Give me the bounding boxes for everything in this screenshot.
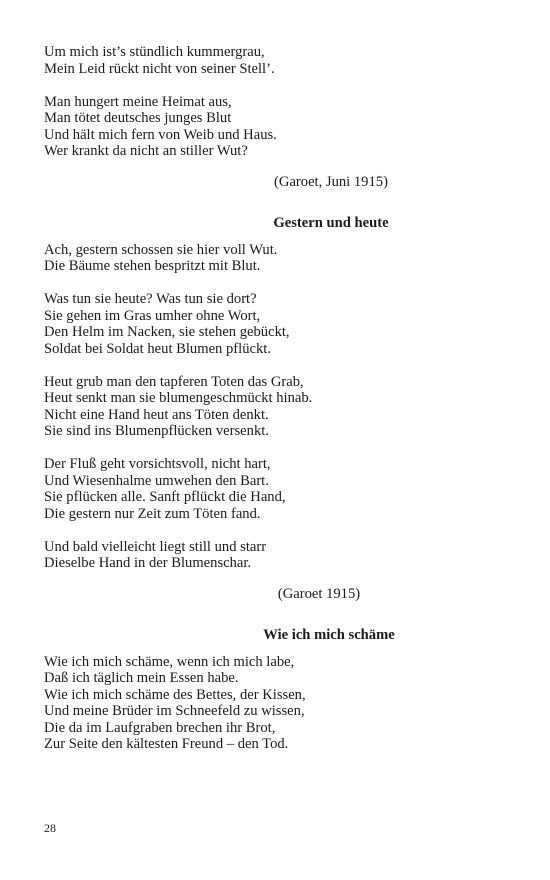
poem1-stanza-1 bbox=[44, 44, 504, 77]
poem2-stanza-5 bbox=[44, 539, 504, 572]
verse-line: Um mich ist’s stündlich kummergrau, bbox=[44, 44, 265, 60]
verse-line: Die Bäume stehen bespritzt mit Blut. bbox=[44, 258, 261, 274]
verse-line: Sie pflücken alle. Sanft pflückt die Hand, bbox=[44, 489, 286, 505]
poem3-stanza-1 bbox=[44, 654, 504, 753]
verse-line: Sie gehen im Gras umher ohne Wort, bbox=[44, 307, 261, 324]
verse-line: Und bald vielleicht liegt still und starr bbox=[44, 538, 267, 555]
verse-line: Die gestern nur Zeit zum Töten fand. bbox=[44, 505, 261, 522]
poem2-stanza-1 bbox=[44, 242, 504, 275]
page-number: 28 bbox=[44, 821, 56, 835]
verse-line: Soldat bei Soldat heut Blumen pflückt. bbox=[44, 340, 271, 357]
poem1-dateline: (Garoet, Juni 1915) bbox=[274, 173, 388, 190]
poem2-stanza-3 bbox=[44, 374, 504, 440]
verse-line: Sie sind ins Blumenpflücken versenkt. bbox=[44, 423, 269, 439]
verse-line: Man tötet deutsches junges Blut bbox=[44, 110, 232, 126]
verse-line: Der Fluß geht vorsichtsvoll, nicht hart, bbox=[44, 456, 271, 472]
verse-line: Wie ich mich schäme des Bettes, der Kissen, bbox=[44, 686, 306, 703]
poem2-dateline: (Garoet 1915) bbox=[277, 585, 361, 602]
verse-line: Ach, gestern schossen sie hier voll Wut. bbox=[44, 241, 278, 258]
verse-line: Mein Leid rückt nicht von seiner Stell’. bbox=[44, 60, 275, 77]
verse-line: Und Wiesenhalme umwehen den Bart. bbox=[44, 472, 269, 489]
poem2-stanza-2 bbox=[44, 291, 504, 357]
poem3-title: Wie ich mich schäme bbox=[263, 627, 395, 643]
verse-line: Man hungert meine Heimat aus, bbox=[44, 93, 232, 110]
poem2-stanza-4 bbox=[44, 456, 504, 522]
verse-line: Und hält mich fern von Weib und Haus. bbox=[44, 126, 277, 143]
verse-line: Und meine Brüder im Schneefeld zu wissen, bbox=[44, 703, 305, 719]
verse-line: Heut grub man den tapferen Toten das Grab, bbox=[44, 373, 304, 390]
verse-line: Was tun sie heute? Was tun sie dort? bbox=[44, 291, 257, 307]
verse-line: Nicht eine Hand heut ans Töten denkt. bbox=[44, 406, 269, 423]
poem1-stanza-2 bbox=[44, 94, 504, 160]
verse-line: Dieselbe Hand in der Blumenschar. bbox=[44, 555, 252, 571]
verse-line: Daß ich täglich mein Essen habe. bbox=[44, 670, 239, 686]
verse-line: Heut senkt man sie blumengeschmückt hinab. bbox=[44, 390, 313, 406]
verse-line: Wie ich mich schäme, wenn ich mich labe, bbox=[44, 653, 295, 670]
verse-line: Zur Seite den kältesten Freund – den Tod. bbox=[44, 736, 289, 752]
verse-line: Den Helm im Nacken, sie stehen gebückt, bbox=[44, 324, 290, 340]
page-body bbox=[44, 44, 504, 753]
verse-line: Die da im Laufgraben brechen ihr Brot, bbox=[44, 719, 276, 736]
poem2-title: Gestern und heute bbox=[273, 215, 389, 231]
verse-line: Wer krankt da nicht an stiller Wut? bbox=[44, 143, 248, 159]
